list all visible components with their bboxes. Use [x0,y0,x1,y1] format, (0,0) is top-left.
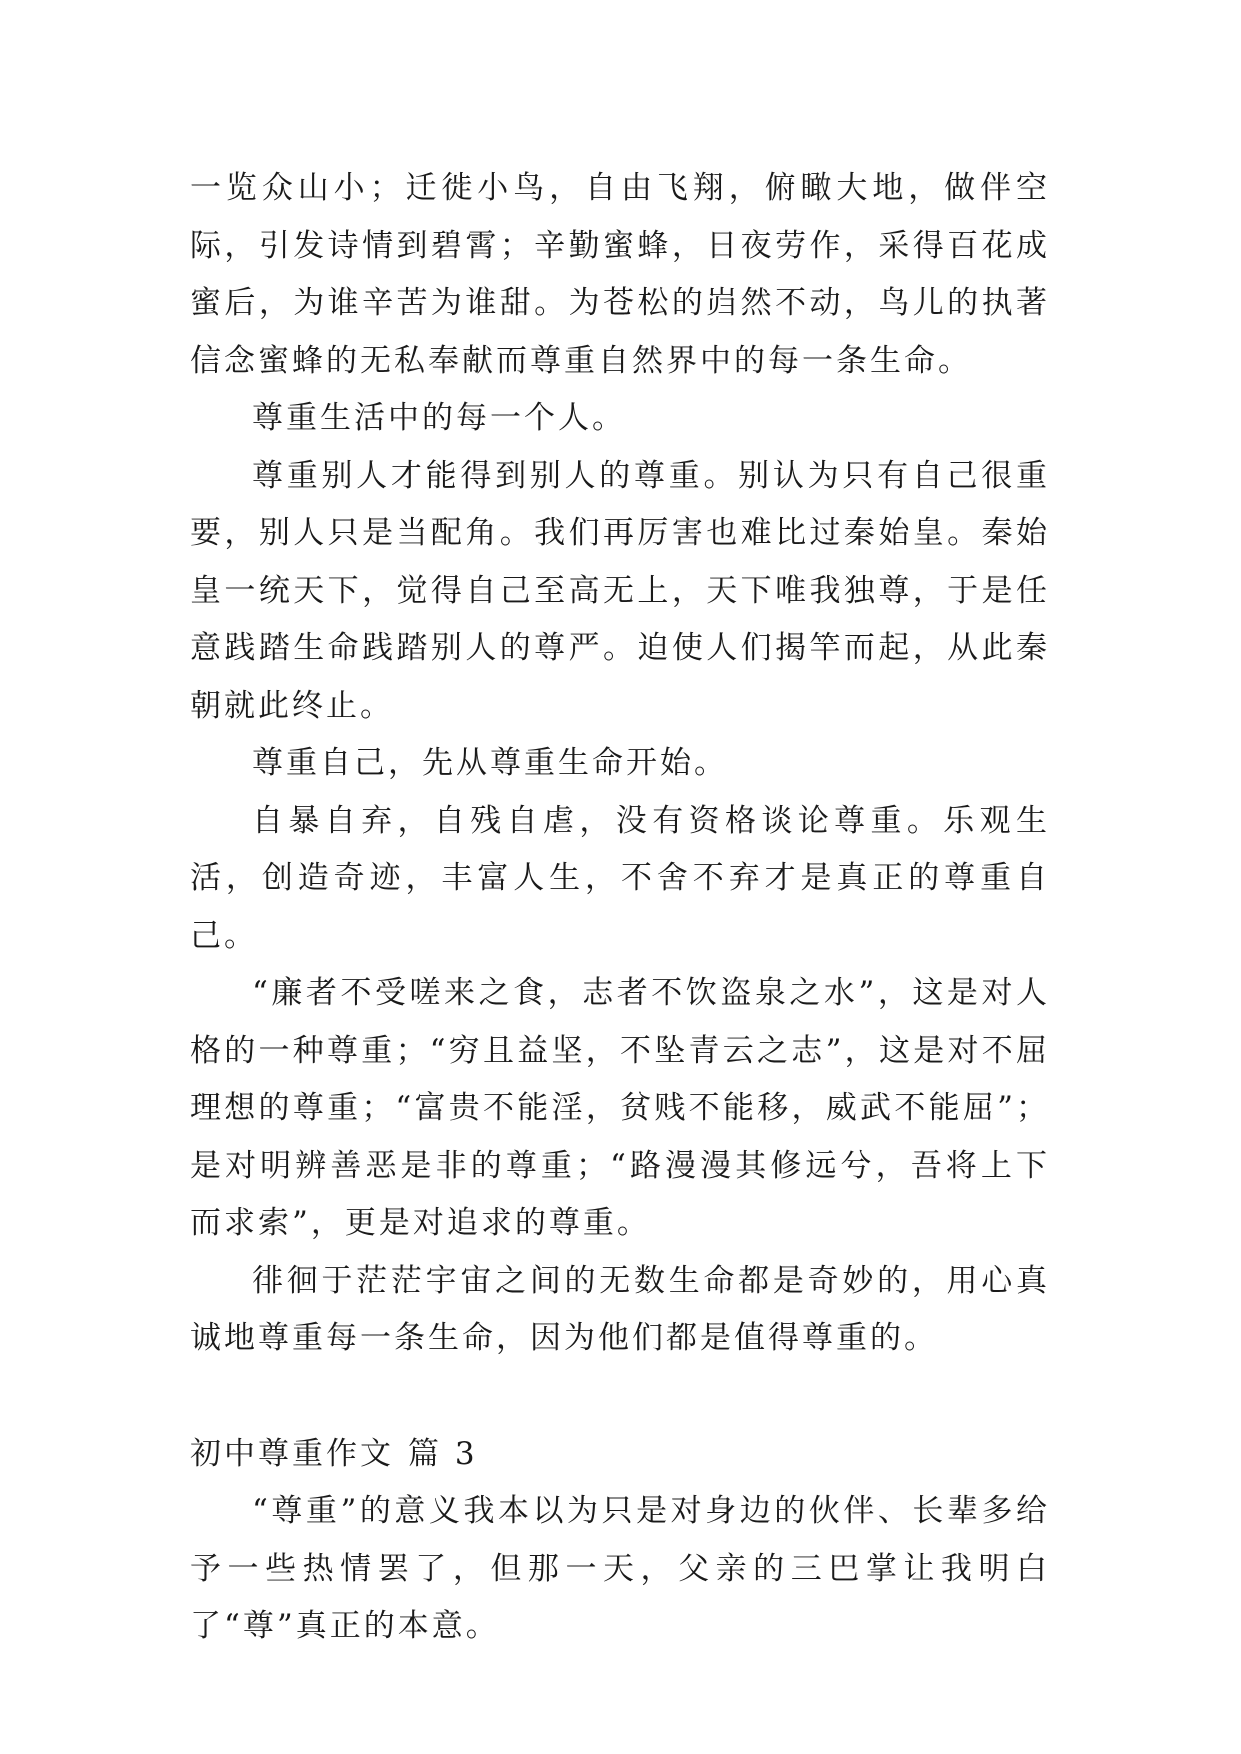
paragraph: 尊重自己，先从尊重生命开始。 [252,745,728,781]
paragraph: 一览众山小；迁徙小鸟，自由飞翔，俯瞰大地，做伴空际，引发诗情到碧霄；辛勤蜜蜂，日夜劳作，采得百花成蜜后，为谁辛苦为谁甜。为苍松的岿然不动，鸟儿的执著信念蜜蜂的无私奉献而尊重自然界中的每一条生命。 [190,170,1050,379]
document-page [190,160,1050,1656]
section-spacer [190,1368,1050,1426]
section-number: 篇 3 [408,1435,478,1472]
paragraph: 尊重生活中的每一个人。 [252,400,626,436]
paragraph: 自暴自弃，自残自虐，没有资格谈论尊重。乐观生活，创造奇迹，丰富人生，不舍不弃才是真正的尊重自己。 [190,802,1050,954]
paragraph: “尊重”的意义我本以为只是对身边的伙伴、长辈多给予一些热情罢了，但那一天，父亲的三巴掌让我明白了“尊”真正的本意。 [190,1493,1050,1644]
paragraph: “廉者不受嗟来之食，志者不饮盗泉之水”，这是对人格的一种尊重；“穷且益坚，不坠青云之志”，这是对不屈理想的尊重；“富贵不能淫，贫贱不能移，威武不能屈”；是对明辨善恶是非的尊重；“路漫漫其修远兮，吾将上下而求索”，更是对追求的尊重。 [190,975,1050,1241]
section-heading [190,1426,1050,1484]
paragraph: 尊重别人才能得到别人的尊重。别认为只有自己很重要，别人只是当配角。我们再厉害也难比过秦始皇。秦始皇一统天下，觉得自己至高无上，天下唯我独尊，于是任意践踏生命践踏别人的尊严。迫使人们揭竿而起，从此秦朝就此终止。 [190,457,1050,724]
paragraph: 徘徊于茫茫宇宙之间的无数生命都是奇妙的，用心真诚地尊重每一条生命，因为他们都是值得尊重的。 [190,1262,1050,1356]
section-title: 初中尊重作文 [190,1435,394,1472]
